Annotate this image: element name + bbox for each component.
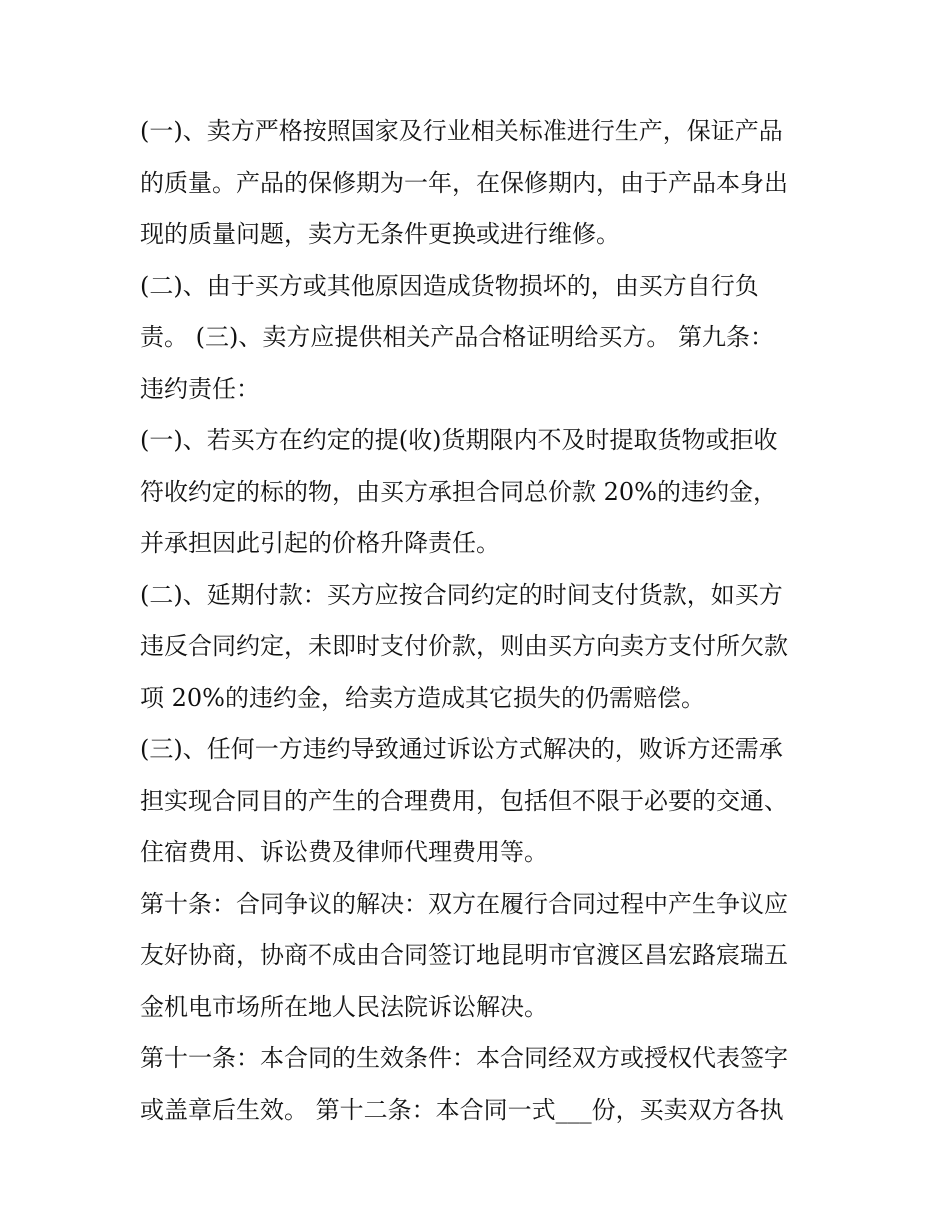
document-body — [140, 106, 820, 1136]
text-line: 友好协商，协商不成由合同签订地昆明市官渡区昌宏路宸瑞五 — [140, 941, 788, 969]
text-line: 的质量。产品的保修期为一年，在保修期内，由于产品本身出 — [140, 168, 788, 197]
text-line: 符收约定的标的物，由买方承担合同总价款 20%的违约金， — [140, 477, 777, 506]
text-line: (二)、由于买方或其他原因造成货物损坏的，由买方自行负 — [140, 271, 759, 300]
paragraph-article-10 — [140, 879, 820, 1034]
text-line: 现的质量问题，卖方无条件更换或进行维修。 — [140, 220, 620, 248]
paragraph-late-payment — [140, 570, 820, 725]
text-line: (三)、任何一方违约导致通过诉讼方式解决的，败诉方还需承 — [140, 735, 783, 763]
text-line: 并承担因此引起的价格升降责任。 — [140, 529, 500, 557]
text-line: (一)、若买方在约定的提(收)货期限内不及时提取货物或拒收 — [140, 426, 778, 454]
text-line: (二)、延期付款：买方应按合同约定的时间支付货款，如买方 — [140, 580, 783, 609]
paragraph-litigation-costs — [140, 724, 820, 879]
paragraph-buyer-damage — [140, 261, 820, 416]
text-line: 第十一条：本合同的生效条件：本合同经双方或授权代表签字 — [140, 1044, 788, 1072]
text-line: 项 20%的违约金，给卖方造成其它损失的仍需赔偿。 — [140, 683, 705, 712]
paragraph-refuse-delivery — [140, 415, 820, 570]
text-line: 违约责任： — [140, 374, 260, 403]
paragraph-seller-quality — [140, 106, 820, 261]
text-line: 或盖章后生效。 第十二条：本合同一式___份，买卖双方各执 — [140, 1095, 784, 1124]
paragraph-article-11 — [140, 1033, 820, 1136]
text-line: 住宿费用、诉讼费及律师代理费用等。 — [140, 838, 548, 866]
text-line: 金机电市场所在地人民法院诉讼解决。 — [140, 992, 548, 1021]
text-line: 违反合同约定，未即时支付价款，则由买方向卖方支付所欠款 — [140, 632, 788, 660]
text-line: 第十条：合同争议的解决：双方在履行合同过程中产生争议应 — [140, 889, 788, 918]
text-line: 责。 (三)、卖方应提供相关产品合格证明给买方。 第九条： — [140, 323, 774, 351]
text-line: 担实现合同目的产生的合理费用，包括但不限于必要的交通、 — [140, 786, 788, 815]
text-line: (一)、卖方严格按照国家及行业相关标准进行生产，保证产品 — [140, 117, 783, 145]
